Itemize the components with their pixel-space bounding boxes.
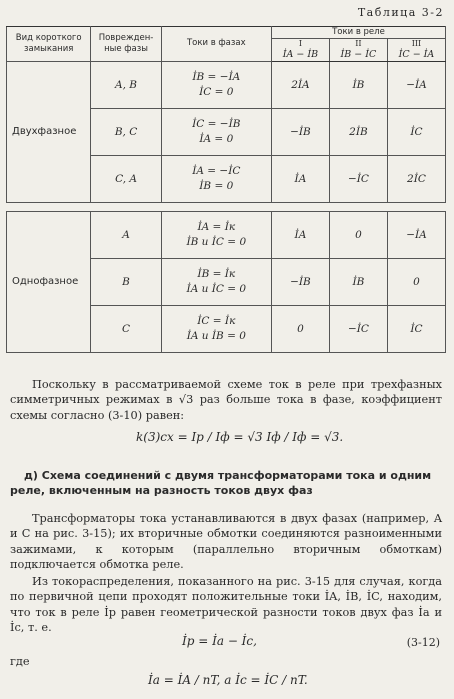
header-relay-col-2 bbox=[329, 38, 387, 61]
relay-col-expression: İC − İA bbox=[398, 48, 435, 60]
damaged-phases-cell: A bbox=[91, 211, 161, 258]
relay-col-number: I bbox=[298, 38, 302, 48]
phase-currents-cell bbox=[161, 155, 271, 202]
relay-current-cell-3: 2İC bbox=[387, 155, 445, 202]
phase-current-line: İA и İC = 0 bbox=[186, 282, 247, 295]
equation-number: (3-12) bbox=[406, 636, 440, 649]
formula-kcx: k(3)сх = Iр / Iф = √3 Iф / Iф = √3. bbox=[136, 430, 344, 444]
relay-current-cell-1: 2İA bbox=[271, 61, 329, 108]
phase-current-line: İA = 0 bbox=[199, 132, 234, 145]
relay-current-cell-3: İC bbox=[387, 108, 445, 155]
phase-current-line: İC = −İB bbox=[192, 118, 241, 131]
phase-currents-cell bbox=[161, 211, 271, 258]
paragraph-3: Из токораспределения, показанного на рис. 3-15 для случая, когда по первичной цепи проходят положительные токи İA, İB, İC, находим, что ток в реле İр равен геометрической разности токов двух фаз İa и İc, т. е. bbox=[10, 575, 442, 634]
group-separator bbox=[7, 202, 446, 211]
relay-current-cell-2: İB bbox=[329, 61, 387, 108]
damaged-phases-cell: C bbox=[91, 305, 161, 352]
phase-currents-cell bbox=[161, 305, 271, 352]
damaged-phases-cell: A, B bbox=[91, 61, 161, 108]
phase-current-line: İA = İк bbox=[197, 221, 236, 234]
paragraph-2: Трансформаторы тока устанавливаются в двух фазах (например, A и C на рис. 3-15); их вторичные обмотки соединяются разноименными зажимами, к которым (параллельно вторичным обмоткам) подключается обмотка реле. bbox=[10, 512, 442, 571]
phase-current-line: İA = −İC bbox=[192, 165, 241, 178]
fault-type-cell: Двухфазное bbox=[7, 61, 91, 202]
relay-current-cell-1: −İB bbox=[271, 258, 329, 305]
header-damaged-phases: Поврежден-ные фазы bbox=[91, 27, 161, 62]
relay-col-number: III bbox=[411, 38, 422, 48]
relay-current-cell-2: −İC bbox=[329, 155, 387, 202]
formula-secondary-currents: İa = İA / nT, а İc = İC / nT. bbox=[148, 673, 308, 687]
relay-col-expression: İA − İB bbox=[282, 48, 319, 60]
damaged-phases-cell: C, A bbox=[91, 155, 161, 202]
damaged-phases-cell: B bbox=[91, 258, 161, 305]
section-heading: д) Схема соединений с двумя трансформаторами тока и одним реле, включенным на разность токов двух фаз bbox=[10, 469, 432, 497]
relay-current-cell-1: −İB bbox=[271, 108, 329, 155]
phase-current-line: İB = İк bbox=[197, 268, 236, 281]
header-fault-type: Вид короткого замыкания bbox=[7, 27, 91, 62]
fault-currents-table bbox=[6, 26, 446, 353]
table-row bbox=[7, 211, 446, 258]
phase-currents-cell bbox=[161, 258, 271, 305]
relay-current-cell-2: −İC bbox=[329, 305, 387, 352]
phase-currents-cell bbox=[161, 108, 271, 155]
phase-current-line: İB = −İA bbox=[192, 71, 241, 84]
phase-current-line: İC = 0 bbox=[199, 85, 234, 98]
phase-current-line: İB = 0 bbox=[199, 179, 234, 192]
header-relay-currents: Токи в реле bbox=[271, 27, 445, 39]
relay-current-cell-3: İC bbox=[387, 305, 445, 352]
table-caption: Таблица 3-2 bbox=[357, 6, 444, 19]
relay-current-cell-1: İA bbox=[271, 155, 329, 202]
header-relay-col-3 bbox=[387, 38, 445, 61]
relay-current-cell-3: −İA bbox=[387, 61, 445, 108]
relay-current-cell-1: 0 bbox=[271, 305, 329, 352]
paragraph-1: Поскольку в рассматриваемой схеме ток в реле при трехфазных симметричных режимах в √3 раз больше тока в фазе, коэффициент схемы согласно (3-10) равен: bbox=[10, 378, 442, 422]
relay-col-number: II bbox=[355, 38, 362, 48]
phase-currents-cell bbox=[161, 61, 271, 108]
relay-current-cell-2: İB bbox=[329, 258, 387, 305]
where-label: где bbox=[10, 655, 30, 668]
formula-relay-current: İр = İa − İc, bbox=[182, 634, 257, 648]
relay-current-cell-2: 2İB bbox=[329, 108, 387, 155]
header-relay-col-1 bbox=[271, 38, 329, 61]
phase-current-line: İB и İC = 0 bbox=[186, 235, 247, 248]
table-row bbox=[7, 61, 446, 108]
relay-col-expression: İB − İC bbox=[340, 48, 377, 60]
relay-current-cell-1: İA bbox=[271, 211, 329, 258]
relay-current-cell-3: −İA bbox=[387, 211, 445, 258]
fault-type-cell: Однофазное bbox=[7, 211, 91, 352]
header-phase-currents: Токи в фазах bbox=[161, 27, 271, 62]
phase-current-line: İC = İк bbox=[197, 315, 236, 328]
relay-current-cell-3: 0 bbox=[387, 258, 445, 305]
relay-current-cell-2: 0 bbox=[329, 211, 387, 258]
phase-current-line: İA и İB = 0 bbox=[186, 329, 246, 342]
damaged-phases-cell: B, C bbox=[91, 108, 161, 155]
